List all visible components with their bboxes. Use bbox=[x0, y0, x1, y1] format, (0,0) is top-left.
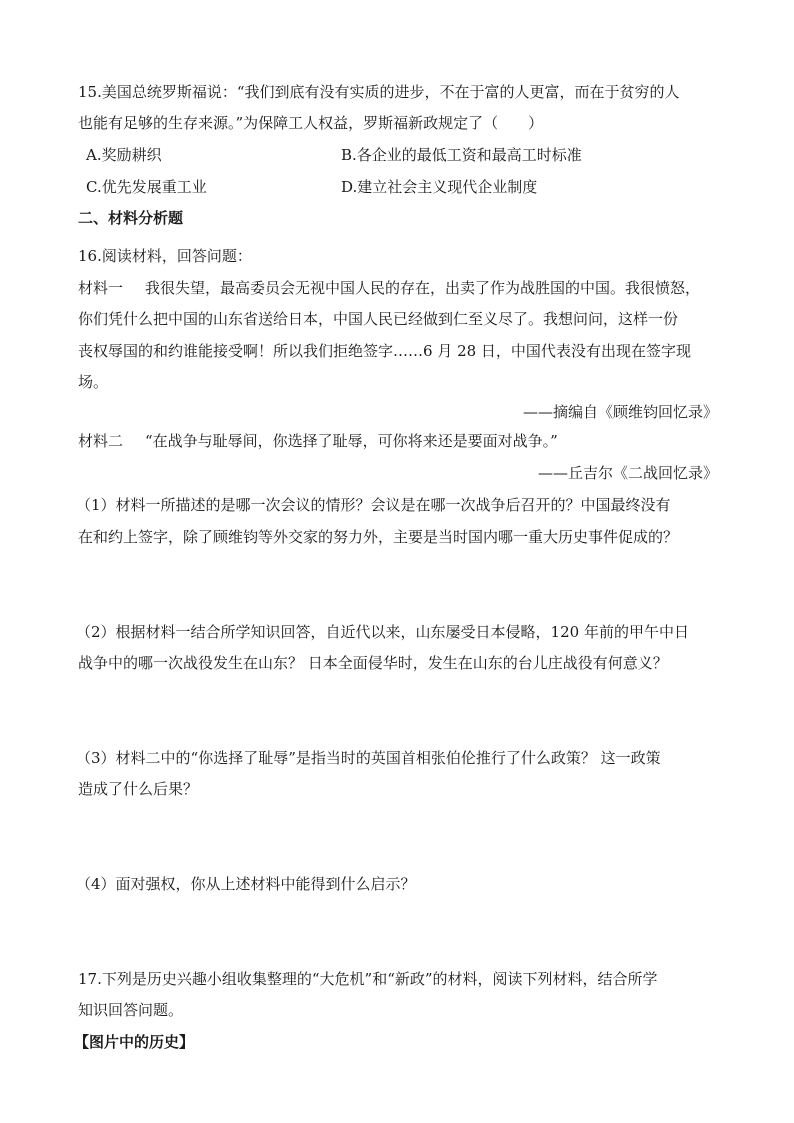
section-title-material-analysis: 二、材料分析题 bbox=[78, 209, 184, 227]
q17-stem-line2: 知识回答问题。 bbox=[78, 1001, 184, 1019]
q16-sub1-line1: （1）材料一所描述的是哪一次会议的情形？会议是在哪一次战争后召开的？中国最终没有 bbox=[76, 496, 671, 514]
q16-material1-source: ——摘编自《顾维钧回忆录》 bbox=[522, 403, 718, 421]
material2-label: 材料二 bbox=[78, 432, 124, 450]
q17-subtitle-picture-history: 【图片中的历史】 bbox=[74, 1033, 195, 1051]
q16-material2-line bbox=[78, 431, 558, 451]
q16-material1-line1 bbox=[78, 278, 700, 298]
q15-option-c: C.优先发展重工业 bbox=[86, 178, 207, 196]
material1-text-line1: 我很失望，最高委员会无视中国人民的存在，出卖了作为战胜国的中国。我很愤怒， bbox=[145, 279, 701, 297]
q15-option-d: D.建立社会主义现代企业制度 bbox=[341, 178, 538, 196]
q15-option-a: A.奖励耕织 bbox=[86, 146, 162, 164]
q16-sub2-line1: （2）根据材料一结合所学知识回答，自近代以来，山东屡受日本侵略，120 年前的甲午中日 bbox=[76, 623, 689, 641]
material1-label: 材料一 bbox=[78, 279, 124, 297]
q16-material1-line2: 你们凭什么把中国的山东省送给日本，中国人民已经做到仁至义尽了。我想问问，这样一份 bbox=[78, 310, 679, 328]
q16-sub4-line1: （4）面对强权，你从上述材料中能得到什么启示？ bbox=[76, 875, 416, 893]
q15-stem-line2: 也能有足够的生存来源。”为保障工人权益，罗斯福新政规定了（ ） bbox=[78, 114, 544, 132]
q17-stem-line1: 17.下列是历史兴趣小组收集整理的“大危机”和“新政”的材料，阅读下列材料，结合所学 bbox=[78, 970, 658, 988]
q16-material1-line4: 场。 bbox=[78, 373, 109, 391]
q16-sub1-line2: 在和约上签字，除了顾维钧等外交家的努力外，主要是当时国内哪一重大历史事件促成的？ bbox=[78, 528, 679, 546]
q16-sub3-line1: （3）材料二中的“你选择了耻辱”是指当时的英国首相张伯伦推行了什么政策？ 这一政策 bbox=[76, 749, 661, 767]
q16-sub3-line2: 造成了什么后果？ bbox=[78, 780, 199, 798]
q16-intro: 16.阅读材料，回答问题： bbox=[78, 247, 252, 265]
q16-sub2-line2: 战争中的哪一次战役发生在山东？ 日本全面侵华时，发生在山东的台儿庄战役有何意义？ bbox=[78, 654, 668, 672]
q15-stem-line1: 15.美国总统罗斯福说：“我们到底有没有实质的进步，不在于富的人更富，而在于贫穷的人 bbox=[78, 83, 680, 101]
q16-material1-line3: 丧权辱国的和约谁能接受啊！所以我们拒绝签字……6 月 28 日，中国代表没有出现在签字现 bbox=[78, 342, 691, 360]
material2-text: “在战争与耻辱间，你选择了耻辱，可你将来还是要面对战争。” bbox=[145, 432, 558, 450]
q15-option-b: B.各企业的最低工资和最高工时标准 bbox=[341, 146, 582, 164]
q16-material2-source: ——丘吉尔《二战回忆录》 bbox=[537, 464, 718, 482]
